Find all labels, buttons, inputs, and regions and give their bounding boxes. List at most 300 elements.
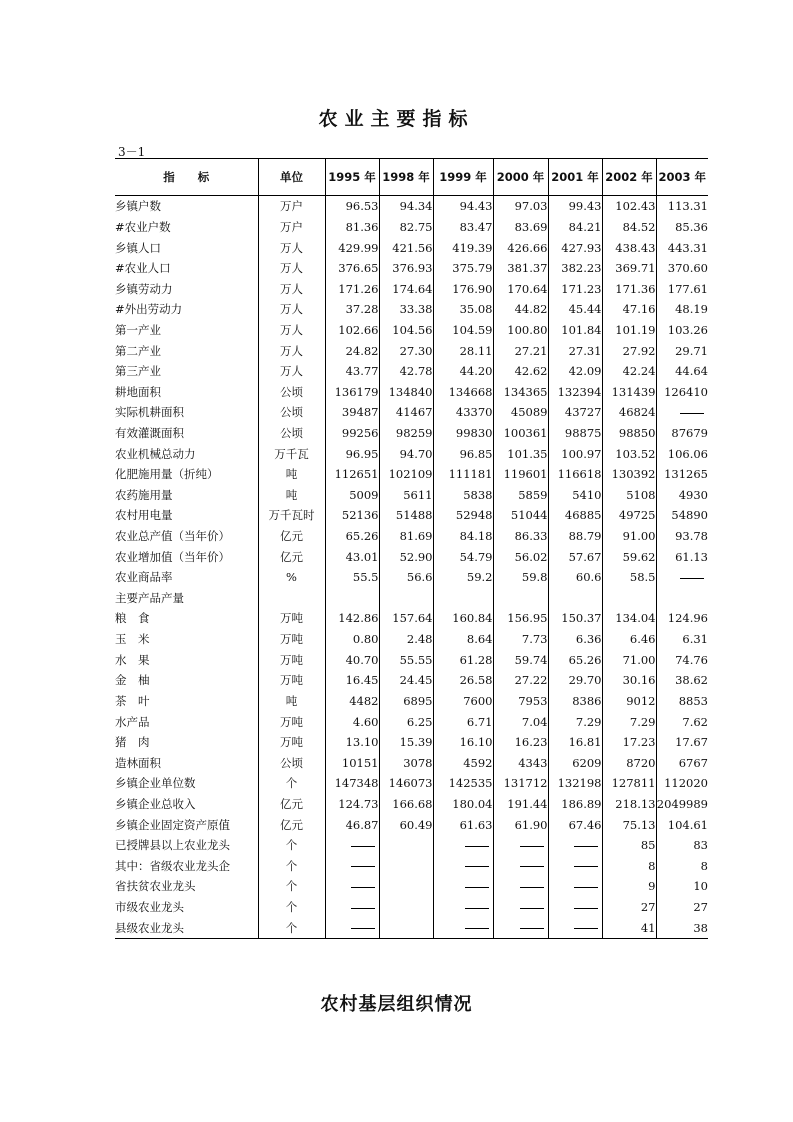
value-cell: 381.37 [493,258,548,279]
value-cell: 30.16 [602,670,656,691]
value-cell: 60.49 [379,814,433,835]
value-cell [379,588,433,609]
value-cell: 46.87 [325,814,379,835]
value-cell: 65.26 [325,526,379,547]
value-cell: 83 [656,835,708,856]
value-cell: 7953 [493,691,548,712]
value-cell: 52948 [433,505,493,526]
table-row [115,588,708,609]
indicator-name: 水 果 [115,652,150,667]
value-cell: 44.20 [433,361,493,382]
indicator-unit: 个 [258,876,325,897]
table-row [115,299,708,320]
value-cell: 96.95 [325,443,379,464]
value-cell: 131712 [493,773,548,794]
value-cell: 443.31 [656,237,708,258]
value-cell: 51044 [493,505,548,526]
dash-mark [351,846,375,847]
value-cell: 147348 [325,773,379,794]
value-cell [548,835,602,856]
table-row [115,464,708,485]
indicator-unit: 吨 [258,691,325,712]
value-cell: 101.19 [602,320,656,341]
header-year-1995: 1995 年 [325,159,379,196]
value-cell: 136179 [325,381,379,402]
dash-mark [465,866,489,867]
value-cell: 26.58 [433,670,493,691]
table-row [115,505,708,526]
indicator-unit: 万吨 [258,629,325,650]
value-cell: 85 [602,835,656,856]
value-cell: 16.45 [325,670,379,691]
indicator-name: 农业机械总动力 [115,446,196,461]
value-cell: 38.62 [656,670,708,691]
page-title: 农业主要指标 [318,108,475,130]
value-cell: 44.82 [493,299,548,320]
value-cell: 27.21 [493,340,548,361]
value-cell [379,876,433,897]
value-cell: 170.64 [493,278,548,299]
table-row [115,485,708,506]
value-cell: 6.31 [656,629,708,650]
value-cell [548,876,602,897]
value-cell: 10 [656,876,708,897]
value-cell [656,588,708,609]
value-cell: 46824 [602,402,656,423]
value-cell: 82.75 [379,217,433,238]
indicator-name: 金 柚 [115,673,150,688]
value-cell: 81.69 [379,526,433,547]
indicator-name: 乡镇企业固定资产原值 [115,817,230,832]
value-cell: 6209 [548,752,602,773]
agriculture-indicators-table [115,158,708,939]
indicator-unit: 万千瓦 [258,443,325,464]
dash-mark [574,846,598,847]
indicator-unit: 个 [258,856,325,877]
value-cell: 27 [656,897,708,918]
value-cell: 104.61 [656,814,708,835]
value-cell: 13.10 [325,732,379,753]
value-cell: 0.80 [325,629,379,650]
value-cell: 124.73 [325,794,379,815]
value-cell: 81.36 [325,217,379,238]
value-cell: 113.31 [656,196,708,217]
indicator-unit: 个 [258,835,325,856]
value-cell: 84.18 [433,526,493,547]
value-cell: 132198 [548,773,602,794]
value-cell: 44.64 [656,361,708,382]
value-cell: 59.74 [493,649,548,670]
value-cell: 47.16 [602,299,656,320]
dash-mark [680,578,704,579]
table-row [115,670,708,691]
indicator-unit: 个 [258,917,325,938]
value-cell [433,897,493,918]
value-cell [325,856,379,877]
value-cell: 61.13 [656,546,708,567]
value-cell: 52.90 [379,546,433,567]
value-cell: 55.5 [325,567,379,588]
table-row [115,526,708,547]
dash-mark [574,928,598,929]
dash-mark [520,928,544,929]
table-row [115,381,708,402]
table-row [115,320,708,341]
header-unit: 单位 [258,159,325,196]
value-cell: 43727 [548,402,602,423]
value-cell: 60.6 [548,567,602,588]
value-cell: 9012 [602,691,656,712]
indicator-unit: 万吨 [258,649,325,670]
value-cell: 8853 [656,691,708,712]
value-cell: 59.62 [602,546,656,567]
value-cell: 96.85 [433,443,493,464]
value-cell [433,835,493,856]
value-cell: 426.66 [493,237,548,258]
value-cell: 98850 [602,423,656,444]
value-cell: 43.01 [325,546,379,567]
indicator-name: 已授牌县以上农业龙头 [115,838,230,853]
value-cell: 103.26 [656,320,708,341]
value-cell: 42.62 [493,361,548,382]
table-row [115,752,708,773]
indicator-name: 茶 叶 [115,693,150,708]
value-cell: 83.47 [433,217,493,238]
value-cell: 94.43 [433,196,493,217]
value-cell: 3078 [379,752,433,773]
value-cell: 56.6 [379,567,433,588]
value-cell: 17.23 [602,732,656,753]
value-cell: 61.28 [433,649,493,670]
value-cell: 177.61 [656,278,708,299]
value-cell: 91.00 [602,526,656,547]
value-cell: 134840 [379,381,433,402]
value-cell: 8 [656,856,708,877]
value-cell: 87679 [656,423,708,444]
value-cell: 7600 [433,691,493,712]
value-cell: 103.52 [602,443,656,464]
indicator-unit: 个 [258,773,325,794]
indicator-name: 乡镇企业总收入 [115,796,196,811]
table-row [115,835,708,856]
value-cell: 7.04 [493,711,548,732]
value-cell: 112651 [325,464,379,485]
value-cell: 16.81 [548,732,602,753]
dash-mark [520,908,544,909]
value-cell [493,897,548,918]
value-cell: 150.37 [548,608,602,629]
value-cell: 45.44 [548,299,602,320]
value-cell: 142535 [433,773,493,794]
value-cell: 166.68 [379,794,433,815]
indicator-name: 农村用电量 [115,508,173,523]
table-header-row [115,159,708,196]
indicator-unit: 个 [258,897,325,918]
value-cell: 88.79 [548,526,602,547]
value-cell: 102109 [379,464,433,485]
indicator-unit: 万千瓦时 [258,505,325,526]
value-cell [379,897,433,918]
value-cell: 376.65 [325,258,379,279]
value-cell [493,588,548,609]
value-cell: 83.69 [493,217,548,238]
indicator-unit: 万户 [258,217,325,238]
indicator-name: 其中：省级农业龙头企 [115,858,230,873]
value-cell [602,588,656,609]
value-cell: 94.70 [379,443,433,464]
indicator-unit: 亿元 [258,526,325,547]
value-cell: 24.82 [325,340,379,361]
value-cell: 33.38 [379,299,433,320]
value-cell: 99.43 [548,196,602,217]
header-year-2000: 2000 年 [493,159,548,196]
value-cell: 8.64 [433,629,493,650]
value-cell: 130392 [602,464,656,485]
value-cell: 6.25 [379,711,433,732]
indicator-unit: 亿元 [258,546,325,567]
dash-mark [520,887,544,888]
table-row [115,217,708,238]
indicator-name: 猪 肉 [115,735,150,750]
value-cell: 42.78 [379,361,433,382]
value-cell: 35.08 [433,299,493,320]
value-cell: 51488 [379,505,433,526]
value-cell [548,588,602,609]
indicator-unit: 万户 [258,196,325,217]
indicator-unit: 万人 [258,340,325,361]
value-cell: 4343 [493,752,548,773]
indicator-name: 农业总产值（当年价） [115,529,230,544]
value-cell: 157.64 [379,608,433,629]
value-cell: 27.92 [602,340,656,361]
value-cell: 180.04 [433,794,493,815]
value-cell: 2.48 [379,629,433,650]
value-cell: 131265 [656,464,708,485]
indicator-name: #农业户数 [115,219,171,234]
value-cell: 9 [602,876,656,897]
value-cell: 4592 [433,752,493,773]
header-year-2001: 2001 年 [548,159,602,196]
indicator-unit: % [258,567,325,588]
value-cell: 52136 [325,505,379,526]
value-cell: 27.31 [548,340,602,361]
value-cell [493,917,548,938]
dash-mark [465,887,489,888]
value-cell [493,876,548,897]
value-cell: 97.03 [493,196,548,217]
value-cell: 7.62 [656,711,708,732]
indicator-unit: 万吨 [258,670,325,691]
table-row [115,814,708,835]
value-cell: 171.23 [548,278,602,299]
value-cell: 61.90 [493,814,548,835]
indicator-name: 造林面积 [115,755,161,770]
header-year-2002: 2002 年 [602,159,656,196]
value-cell: 6.46 [602,629,656,650]
value-cell: 37.28 [325,299,379,320]
value-cell: 17.67 [656,732,708,753]
value-cell: 48.19 [656,299,708,320]
value-cell: 111181 [433,464,493,485]
indicator-unit: 公顷 [258,752,325,773]
value-cell [548,917,602,938]
value-cell: 58.5 [602,567,656,588]
value-cell: 6.36 [548,629,602,650]
table-row [115,237,708,258]
table-row [115,711,708,732]
indicator-name: 主要产品产量 [115,590,184,605]
indicator-name: 县级农业龙头 [115,917,258,938]
value-cell: 7.73 [493,629,548,650]
table-row [115,278,708,299]
value-cell: 10151 [325,752,379,773]
table-row [115,546,708,567]
indicator-unit: 亿元 [258,794,325,815]
indicator-name: 有效灌溉面积 [115,426,184,440]
table-code: 3－1 [118,145,146,159]
value-cell: 65.26 [548,649,602,670]
table-row [115,423,708,444]
value-cell: 2049989 [656,794,708,815]
table-row [115,691,708,712]
value-cell: 29.71 [656,340,708,361]
value-cell: 7.29 [602,711,656,732]
value-cell: 24.45 [379,670,433,691]
value-cell: 142.86 [325,608,379,629]
value-cell: 218.13 [602,794,656,815]
value-cell: 74.76 [656,649,708,670]
value-cell: 84.52 [602,217,656,238]
value-cell: 124.96 [656,608,708,629]
indicator-name: 玉 米 [115,632,150,647]
value-cell: 5859 [493,485,548,506]
table-row [115,773,708,794]
value-cell: 100361 [493,423,548,444]
value-cell: 56.02 [493,546,548,567]
value-cell: 369.71 [602,258,656,279]
value-cell [433,856,493,877]
value-cell: 6.71 [433,711,493,732]
indicator-unit: 公顷 [258,381,325,402]
value-cell: 6767 [656,752,708,773]
value-cell: 174.64 [379,278,433,299]
value-cell: 8 [602,856,656,877]
value-cell: 42.24 [602,361,656,382]
value-cell: 5838 [433,485,493,506]
value-cell: 99830 [433,423,493,444]
indicator-name: 第二产业 [115,343,161,358]
table-row [115,794,708,815]
value-cell [548,856,602,877]
value-cell: 15.39 [379,732,433,753]
value-cell: 98259 [379,423,433,444]
value-cell: 94.34 [379,196,433,217]
value-cell: 45089 [493,402,548,423]
dash-mark [680,413,704,414]
value-cell: 6895 [379,691,433,712]
value-cell: 438.43 [602,237,656,258]
table-row [115,856,708,877]
value-cell: 102.66 [325,320,379,341]
value-cell: 27.30 [379,340,433,361]
indicator-name: 耕地面积 [115,384,161,399]
value-cell [493,856,548,877]
indicator-unit: 万人 [258,278,325,299]
value-cell: 4930 [656,485,708,506]
value-cell: 41467 [379,402,433,423]
value-cell: 67.46 [548,814,602,835]
indicator-name: #外出劳动力 [115,302,183,317]
table-row [115,732,708,753]
value-cell: 85.36 [656,217,708,238]
indicator-name: 农药施用量 [115,487,173,502]
indicator-name: 乡镇人口 [115,240,161,255]
value-cell: 54.79 [433,546,493,567]
value-cell: 16.10 [433,732,493,753]
indicator-unit: 公顷 [258,423,325,444]
next-section-title: 农村基层组织情况 [320,994,473,1015]
indicator-unit: 万人 [258,361,325,382]
value-cell [325,917,379,938]
table-row [115,629,708,650]
value-cell: 106.06 [656,443,708,464]
table-row [115,402,708,423]
table-row [115,443,708,464]
value-cell: 59.8 [493,567,548,588]
value-cell: 101.35 [493,443,548,464]
dash-mark [351,887,375,888]
indicator-unit: 万吨 [258,711,325,732]
value-cell: 375.79 [433,258,493,279]
value-cell: 42.09 [548,361,602,382]
value-cell: 132394 [548,381,602,402]
value-cell: 5108 [602,485,656,506]
value-cell: 100.97 [548,443,602,464]
value-cell: 59.2 [433,567,493,588]
indicator-unit: 吨 [258,464,325,485]
value-cell: 191.44 [493,794,548,815]
value-cell: 160.84 [433,608,493,629]
indicator-name: 农业商品率 [115,570,173,585]
value-cell [379,835,433,856]
value-cell: 28.11 [433,340,493,361]
value-cell [325,835,379,856]
dash-mark [574,887,598,888]
indicator-name: 第三产业 [115,364,161,379]
value-cell: 4.60 [325,711,379,732]
value-cell: 146073 [379,773,433,794]
value-cell: 156.95 [493,608,548,629]
dash-mark [574,908,598,909]
value-cell [433,917,493,938]
table-row [115,567,708,588]
indicator-name: 实际机耕面积 [115,405,184,420]
value-cell: 86.33 [493,526,548,547]
value-cell: 382.23 [548,258,602,279]
value-cell: 104.56 [379,320,433,341]
value-cell: 126410 [656,381,708,402]
value-cell: 419.39 [433,237,493,258]
value-cell: 134668 [433,381,493,402]
value-cell: 376.93 [379,258,433,279]
indicator-unit: 吨 [258,485,325,506]
value-cell: 100.80 [493,320,548,341]
value-cell [325,897,379,918]
table-row [115,649,708,670]
value-cell: 119601 [493,464,548,485]
table-row [115,876,708,897]
dash-mark [465,908,489,909]
